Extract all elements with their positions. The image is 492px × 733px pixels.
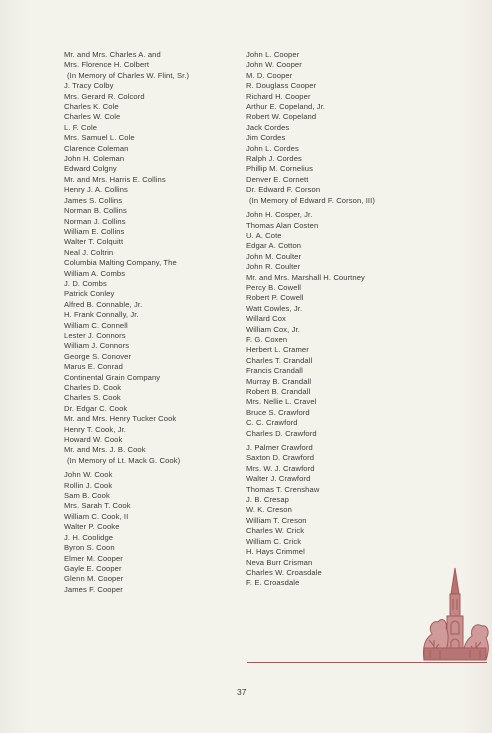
donor-name: Charles W. Crick bbox=[246, 526, 305, 536]
donor-name: Mr. and Mrs. Marshall H. Courtney bbox=[246, 272, 365, 282]
donor-name: Saxton D. Crawford bbox=[246, 453, 315, 463]
donor-name: Dr. Edward F. Corson bbox=[246, 185, 321, 195]
donor-name: Sam B. Cook bbox=[64, 491, 110, 501]
donor-name: Marus E. Conrad bbox=[64, 362, 123, 372]
donor-name: Howard W. Cook bbox=[64, 435, 123, 445]
donor-name: Mrs. Sarah T. Cook bbox=[64, 501, 131, 511]
donor-name: William E. Collins bbox=[64, 226, 125, 236]
donor-name: Robert B. Crandall bbox=[246, 387, 311, 396]
donor-name: William Cox, Jr. bbox=[246, 324, 300, 334]
donor-name: George S. Conover bbox=[64, 351, 132, 361]
donor-name: Patrick Conley bbox=[64, 289, 115, 299]
donor-name: Herbert L. Cramer bbox=[246, 345, 309, 355]
donor-name: William C. Cook, II bbox=[64, 511, 129, 521]
donor-name: William A. Combs bbox=[64, 268, 126, 278]
donor-name: Robert P. Cowell bbox=[246, 293, 304, 303]
donor-name: Byron S. Coon bbox=[64, 543, 115, 553]
donor-name: Charles D. Cook bbox=[64, 383, 122, 392]
donor-name: Willard Cox bbox=[246, 314, 286, 324]
donor-name: John R. Coulter bbox=[246, 262, 301, 272]
donor-name: J. Palmer Crawford bbox=[246, 443, 313, 453]
donor-name: Charles W. Cole bbox=[64, 112, 121, 122]
donor-name: Denver E. Cornett bbox=[246, 174, 309, 184]
donor-name: Mr. and Mrs. Charles A. and bbox=[64, 50, 161, 59]
donor-name: Mrs. W. J. Crawford bbox=[246, 463, 315, 473]
donor-name: Bruce S. Crawford bbox=[246, 407, 310, 417]
donor-name: J. D. Combs bbox=[64, 278, 107, 288]
donor-name: Alfred B. Connable, Jr. bbox=[64, 299, 143, 309]
donor-name: James S. Collins bbox=[64, 195, 123, 205]
donor-name: Edgar A. Cotton bbox=[246, 241, 302, 251]
right-name-column bbox=[246, 50, 424, 589]
donor-name: Rollin J. Cook bbox=[64, 480, 113, 490]
donor-name: (In Memory of Edward F. Corson, III) bbox=[249, 195, 375, 205]
footer-rule bbox=[247, 662, 487, 663]
donor-name: William C. Connell bbox=[64, 320, 128, 330]
donor-name: John L. Cordes bbox=[246, 143, 299, 153]
donor-name: (In Memory of Lt. Mack G. Cook) bbox=[67, 455, 181, 465]
donor-name: William T. Creson bbox=[246, 515, 307, 525]
donor-name: Jim Cordes bbox=[246, 133, 286, 143]
donor-name: J. Tracy Colby bbox=[64, 81, 114, 91]
donor-name: Charles S. Cook bbox=[64, 393, 121, 403]
donor-name: R. Douglass Cooper bbox=[246, 81, 317, 91]
donor-name: Thomas Alan Costen bbox=[246, 220, 319, 230]
donor-name: Henry T. Cook, Jr. bbox=[64, 424, 127, 434]
donor-name: J. H. Coolidge bbox=[64, 532, 114, 542]
donor-name: John W. Cooper bbox=[246, 60, 302, 70]
donor-name: F. G. Coxen bbox=[246, 334, 288, 344]
donor-name: W. K. Creson bbox=[246, 505, 292, 515]
donor-name: Charles D. Crawford bbox=[246, 428, 317, 438]
donor-name: Richard H. Cooper bbox=[246, 91, 311, 101]
donor-name: Charles K. Cole bbox=[64, 102, 119, 112]
donor-name: Mrs. Gerard R. Colcord bbox=[64, 91, 145, 101]
donor-name: Clarence Coleman bbox=[64, 143, 129, 153]
donor-name: Arthur E. Copeland, Jr. bbox=[246, 102, 326, 112]
donor-name: Elmer M. Cooper bbox=[64, 553, 123, 563]
left-name-column bbox=[64, 50, 242, 595]
donor-name: John H. Cosper, Jr. bbox=[246, 210, 313, 220]
page-number: 37 bbox=[237, 687, 247, 697]
donor-name: L. F. Cole bbox=[64, 122, 98, 132]
donor-name: William J. Connors bbox=[64, 341, 130, 351]
donor-name: Mr. and Mrs. Harris E. Collins bbox=[64, 174, 166, 184]
donor-name: Charles W. Croasdale bbox=[246, 567, 322, 577]
donor-name: Ralph J. Cordes bbox=[246, 154, 302, 164]
donor-name: Jack Cordes bbox=[246, 122, 290, 132]
donor-name: M. D. Cooper bbox=[246, 70, 293, 80]
donor-name: Neal J. Coltrin bbox=[64, 247, 114, 257]
donor-name: Phillip M. Cornelius bbox=[246, 164, 313, 174]
donor-name: Mr. and Mrs. Henry Tucker Cook bbox=[64, 414, 177, 424]
donor-name: F. E. Croasdale bbox=[246, 578, 300, 588]
donor-name: Murray B. Crandall bbox=[246, 376, 312, 386]
donor-name: John W. Cook bbox=[64, 470, 113, 480]
donor-name: Mrs. Samuel L. Cole bbox=[64, 133, 135, 143]
donor-name: Walter T. Colquitt bbox=[64, 237, 124, 247]
donor-name: John H. Coleman bbox=[64, 154, 125, 164]
donor-name: Walter P. Cooke bbox=[64, 522, 120, 532]
donor-name: Francis Crandall bbox=[246, 366, 303, 376]
donor-name: John L. Cooper bbox=[246, 50, 300, 59]
donor-name: Mrs. Florence H. Colbert bbox=[64, 60, 150, 70]
donor-name: H. Frank Connally, Jr. bbox=[64, 310, 139, 320]
donor-name: Mrs. Nellie L. Cravel bbox=[246, 397, 317, 407]
donor-name: Percy B. Cowell bbox=[246, 282, 302, 292]
donor-name: Gayle E. Cooper bbox=[64, 563, 122, 573]
donor-name: Lester J. Connors bbox=[64, 330, 126, 340]
donor-name: James F. Cooper bbox=[64, 584, 123, 594]
donor-name: U. A. Cote bbox=[246, 230, 282, 240]
donor-name: Edward Colgny bbox=[64, 164, 117, 174]
donor-name: Continental Grain Company bbox=[64, 372, 161, 382]
donor-name: John M. Coulter bbox=[246, 251, 302, 261]
donor-name: J. B. Cresap bbox=[246, 495, 289, 505]
donor-name: Mr. and Mrs. J. B. Cook bbox=[64, 445, 146, 455]
donor-name: Henry J. A. Collins bbox=[64, 185, 128, 195]
donor-name: H. Hays Crimmel bbox=[246, 547, 305, 557]
donor-name: Norman B. Collins bbox=[64, 206, 127, 216]
donor-name: Columbia Malting Company, The bbox=[64, 258, 177, 268]
donor-name: Neva Burr Crisman bbox=[246, 557, 313, 567]
donor-name: Thomas T. Crenshaw bbox=[246, 484, 320, 494]
donor-name: Robert W. Copeland bbox=[246, 112, 317, 122]
donor-name: Charles T. Crandall bbox=[246, 355, 313, 365]
donor-name: C. C. Crawford bbox=[246, 418, 298, 428]
donor-name: Glenn M. Cooper bbox=[64, 574, 124, 584]
church-illustration bbox=[420, 566, 490, 664]
donor-name: Norman J. Collins bbox=[64, 216, 126, 226]
donor-name: Watt Cowles, Jr. bbox=[246, 303, 303, 313]
donor-name: (In Memory of Charles W. Flint, Sr.) bbox=[67, 70, 190, 80]
donor-name: Walter J. Crawford bbox=[246, 474, 311, 484]
donor-name: William C. Crick bbox=[246, 536, 302, 546]
donor-name: Dr. Edgar C. Cook bbox=[64, 403, 128, 413]
